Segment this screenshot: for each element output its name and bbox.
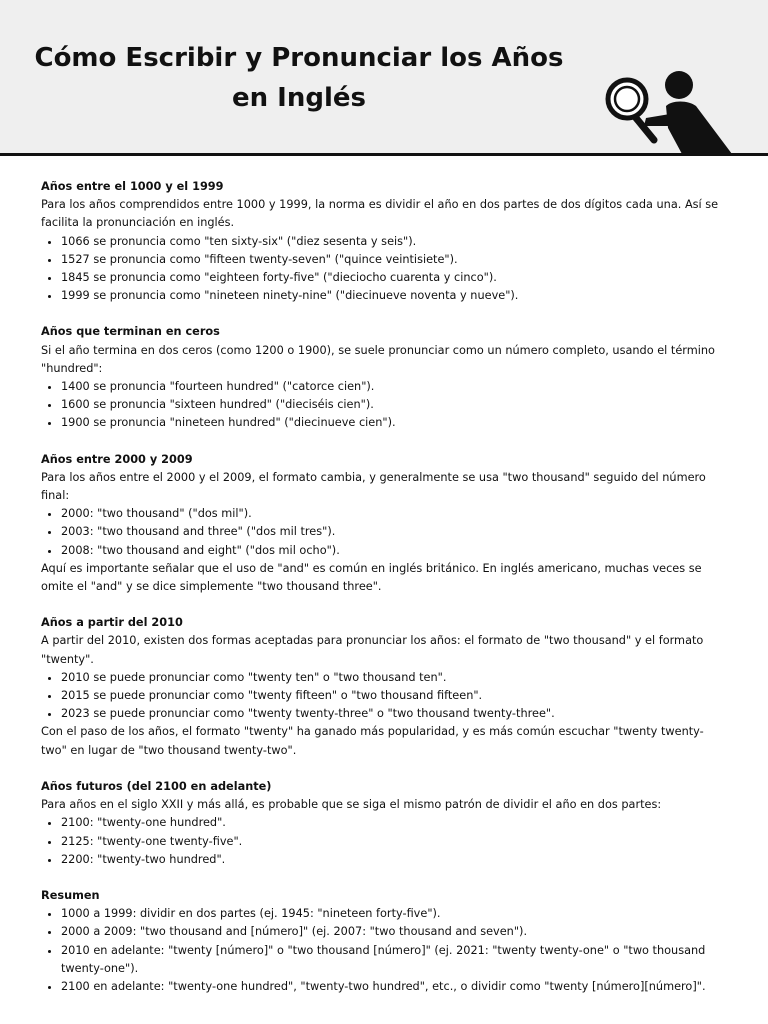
list-item: • 1066 se pronuncia como "ten sixty-six" ("diez sesenta y seis").: [61, 233, 724, 251]
list-item: • 1845 se pronuncia como "eighteen forty-five" ("dieciocho cuarenta y cinco").: [61, 269, 724, 287]
section-heading: Años entre 2000 y 2009: [41, 452, 193, 466]
section-note: Aquí es importante señalar que el uso de "and" es común en inglés británico. En inglés americano, muchas veces se omite el "and" y se dice simplemente "two thousand three".: [41, 561, 702, 594]
section-years-ending-zeros: [41, 323, 724, 432]
person-with-magnifying-glass-icon: [600, 66, 740, 158]
section-heading: Años a partir del 2010: [41, 616, 183, 630]
list-item: • 2100: "twenty-one hundred".: [61, 814, 724, 832]
list-item: • 2200: "twenty-two hundred".: [61, 851, 724, 869]
list-item: • 1527 se pronuncia como "fifteen twenty-seven" ("quince veintisiete").: [61, 251, 724, 269]
example-list: [41, 814, 724, 869]
section-heading: Años futuros (del 2100 en adelante): [41, 779, 272, 793]
list-item: • 1400 se pronuncia "fourteen hundred" ("catorce cien").: [61, 378, 724, 396]
list-item: • 1600 se pronuncia "sixteen hundred" ("dieciséis cien").: [61, 396, 724, 414]
section-years-2000-2009: [41, 451, 724, 597]
list-item: • 2010 en adelante: "twenty [número]" o "two thousand [número]" (ej. 2021: "twenty twenty-one" o "two thousand twenty-one").: [61, 942, 724, 978]
section-future-years: [41, 778, 724, 869]
section-heading: Resumen: [41, 888, 100, 902]
list-item: • 2100 en adelante: "twenty-one hundred", "twenty-two hundred", etc., o dividir como "twenty [número][número]".: [61, 978, 724, 996]
section-intro: Para los años entre el 2000 y el 2009, el formato cambia, y generalmente se usa "two thousand" seguido del número final:: [41, 470, 706, 503]
list-item: • 2008: "two thousand and eight" ("dos mil ocho").: [61, 542, 724, 560]
summary-list: [41, 905, 724, 996]
page-header: [0, 0, 768, 156]
page-title: Cómo Escribir y Pronunciar los Años en Inglés: [34, 43, 564, 113]
section-note: Con el paso de los años, el formato "twenty" ha ganado más popularidad, y es más común escuchar "twenty twenty-two" en lugar de "two thousand twenty-two".: [41, 725, 704, 757]
section-heading: Años que terminan en ceros: [41, 325, 220, 339]
section-years-1000-1999: [41, 178, 724, 305]
section-intro: Para años en el siglo XXII y más allá, es probable que se siga el mismo patrón de dividir el año en dos partes:: [41, 798, 662, 812]
section-intro: A partir del 2010, existen dos formas aceptadas para pronunciar los años: el formato de "two thousand" y el formato "twenty".: [41, 634, 704, 666]
section-years-from-2010: [41, 614, 724, 760]
example-list: [41, 669, 724, 724]
section-intro: Para los años comprendidos entre 1000 y 1999, la norma es dividir el año en dos partes de dos dígitos cada una. Así se facilita la pronunciación en inglés.: [41, 198, 719, 230]
section-summary: [41, 887, 724, 996]
list-item: • 1000 a 1999: dividir en dos partes (ej. 1945: "nineteen forty-five").: [61, 905, 724, 923]
list-item: • 2015 se puede pronunciar como "twenty fifteen" o "two thousand fifteen".: [61, 687, 724, 705]
example-list: [41, 378, 724, 433]
list-item: • 2000: "two thousand" ("dos mil").: [61, 505, 724, 523]
list-item: • 2010 se puede pronunciar como "twenty ten" o "two thousand ten".: [61, 669, 724, 687]
list-item: • 2125: "twenty-one twenty-five".: [61, 833, 724, 851]
list-item: • 2003: "two thousand and three" ("dos mil tres").: [61, 523, 724, 541]
example-list: [41, 505, 724, 560]
section-heading: Años entre el 1000 y el 1999: [41, 180, 224, 193]
list-item: • 2000 a 2009: "two thousand and [número]" (ej. 2007: "two thousand and seven").: [61, 923, 724, 941]
list-item: • 1999 se pronuncia como "nineteen ninety-nine" ("diecinueve noventa y nueve").: [61, 287, 724, 305]
section-intro: Si el año termina en dos ceros (como 1200 o 1900), se suele pronunciar como un número completo, usando el término "hundred":: [41, 343, 715, 375]
list-item: • 1900 se pronuncia "nineteen hundred" ("diecinueve cien").: [61, 414, 724, 432]
example-list: [41, 233, 724, 306]
article-body: [0, 156, 768, 996]
list-item: • 2023 se puede pronunciar como "twenty twenty-three" o "two thousand twenty-three".: [61, 705, 724, 723]
